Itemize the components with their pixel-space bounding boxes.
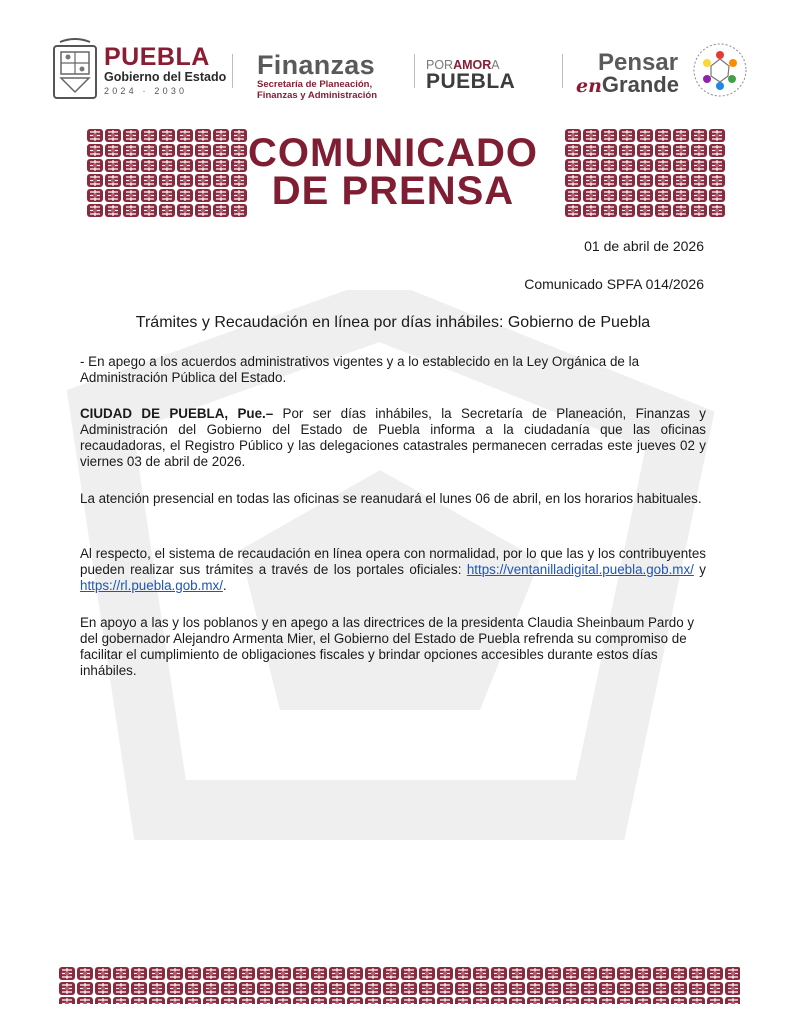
headline: Trámites y Recaudación en línea por días inhábiles: Gobierno de Puebla <box>135 314 651 331</box>
paragraph-4-and: y <box>693 562 706 577</box>
poramor-amor: AMOR <box>453 58 492 72</box>
puebla-subtitle: Gobierno del Estado <box>104 70 227 84</box>
en-word: en <box>576 75 602 97</box>
ventanilla-digital-link[interactable]: https://ventanilladigital.puebla.gob.mx/ <box>466 562 694 577</box>
pensar-en-grande-logo <box>576 49 679 97</box>
finanzas-logo <box>257 52 377 101</box>
header-logos <box>52 38 752 104</box>
paragraph-2 <box>80 406 706 470</box>
paragraph-3-text: La atención presencial en todas las oficinas se reanudará el lunes 06 de abril, en los horarios habituales. <box>80 491 702 506</box>
finanzas-sub-2: Finanzas y Administración <box>257 90 378 101</box>
divider <box>232 54 233 88</box>
poramor-puebla: PUEBLA <box>426 70 516 93</box>
dateline: CIUDAD DE PUEBLA, Pue.– <box>80 406 274 421</box>
paragraph-1 <box>80 354 706 386</box>
registro-linea-link[interactable]: https://rl.puebla.gob.mx/ <box>80 578 223 593</box>
paragraph-1-text: - En apego a los acuerdos administrativos vigentes y a lo establecido en la Ley Orgánica de la Administración Pública del Estado. <box>80 354 640 385</box>
puebla-years: 2024 · 2030 <box>104 86 188 96</box>
release-number: Comunicado SPFA 014/2026 <box>524 276 704 292</box>
poramor-por: POR <box>426 58 454 72</box>
finanzas-word: Finanzas <box>257 50 375 80</box>
por-amor-puebla-logo <box>426 58 515 92</box>
puebla-logo <box>104 44 226 97</box>
divider <box>562 54 563 88</box>
finanzas-sub-1: Secretaría de Planeación, <box>257 79 373 90</box>
pensar-word: Pensar <box>598 49 679 76</box>
paragraph-4-text: Al respecto, el sistema de recaudación en línea opera con normalidad, por lo que las y los contribuyentes pueden realizar sus trámites a través de los portales oficiales: <box>80 546 706 577</box>
ornament-pattern-footer <box>58 966 740 1004</box>
paragraph-2-text: Por ser días inhábiles, la Secretaría de Planeación, Finanzas y Administración del Gobierno del Estado de Puebla informa a la ciudadanía que las oficinas recaudadoras, el Registro Público y las delegaciones catastrales permanecen cerradas este jueves 02 y viernes 03 de abril de 2026. <box>80 406 706 469</box>
state-seal-icon <box>52 38 98 100</box>
inclusion-circle-icon <box>692 42 748 98</box>
paragraph-3 <box>80 491 706 507</box>
divider <box>414 54 415 88</box>
paragraph-4 <box>80 546 706 594</box>
paragraph-4-end: . <box>222 578 227 593</box>
grande-word: Grande <box>601 72 679 97</box>
title-line-1: COMUNICADO <box>248 131 538 175</box>
paragraph-5-text: En apoyo a las y los poblanos y en apego a las directrices de la presidenta Claudia Sheinbaum Pardo y del gobernador Alejandro Armenta Mier, el Gobierno del Estado de Puebla refrenda su compromiso de facilitar el cumplimiento de obligaciones fiscales y brindar opciones accesibles durante estos días inhábiles. <box>80 615 695 678</box>
paragraph-5 <box>80 615 706 679</box>
release-date: 01 de abril de 2026 <box>584 238 704 254</box>
poramor-a: A <box>491 58 500 72</box>
title-line-2: DE PRENSA <box>271 169 515 213</box>
puebla-word: PUEBLA <box>104 43 210 71</box>
